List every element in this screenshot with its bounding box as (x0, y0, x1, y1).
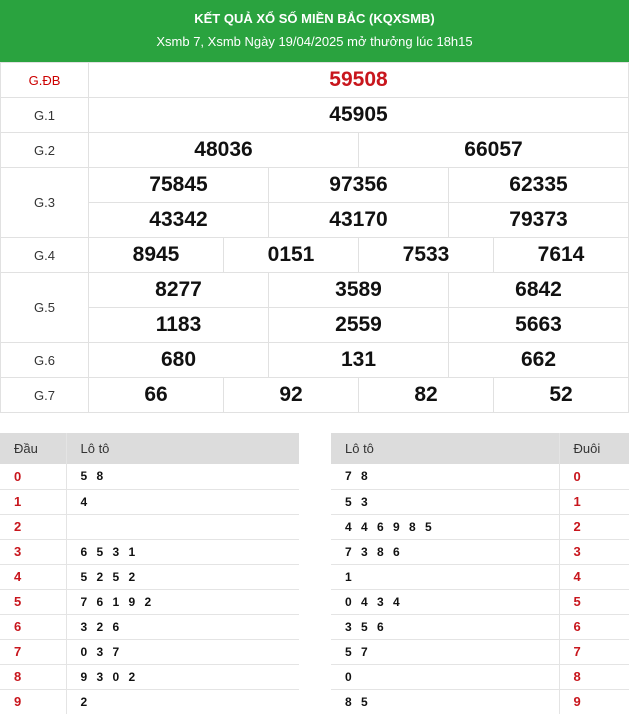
table-row (331, 689, 629, 714)
prize-label: G.4 (1, 238, 89, 273)
tail-digit: 0 (559, 464, 629, 489)
tail-digit: 3 (559, 539, 629, 564)
loto-digits (66, 514, 299, 539)
tail-digit: 6 (559, 614, 629, 639)
head-digit: 5 (0, 589, 66, 614)
draw-date-subtitle: Xsmb 7, Xsmb Ngày 19/04/2025 mở thưởng lúc 18h15 (156, 34, 473, 49)
prize-number: 43342 (89, 203, 269, 238)
table-row (331, 564, 629, 589)
duoi-loto-table (331, 433, 629, 714)
column-header-loto: Lô tô (331, 433, 559, 464)
page-title: KẾT QUẢ XỔ SỐ MIỀN BẮC (KQXSMB) (194, 11, 435, 26)
prize-number: 662 (449, 343, 629, 378)
prize-number: 6842 (449, 273, 629, 308)
table-header-row (331, 433, 629, 464)
loto-digits: 0 4 3 4 (331, 589, 559, 614)
prize-row-g5 (1, 308, 629, 343)
prize-row-g3 (1, 168, 629, 203)
prize-number: 82 (359, 378, 494, 413)
tail-digit: 8 (559, 664, 629, 689)
table-header-row (0, 433, 299, 464)
table-row (0, 539, 299, 564)
table-row (331, 539, 629, 564)
loto-digits: 9 3 0 2 (66, 664, 299, 689)
prize-number: 1183 (89, 308, 269, 343)
tail-digit: 4 (559, 564, 629, 589)
results-header (0, 0, 629, 62)
prize-number: 0151 (224, 238, 359, 273)
head-digit: 6 (0, 614, 66, 639)
loto-digits: 3 5 6 (331, 614, 559, 639)
tail-digit: 5 (559, 589, 629, 614)
loto-digits: 2 (66, 689, 299, 714)
prize-label: G.2 (1, 133, 89, 168)
prize-number: 97356 (269, 168, 449, 203)
loto-digits: 3 2 6 (66, 614, 299, 639)
loto-digits: 7 3 8 6 (331, 539, 559, 564)
table-row (0, 464, 299, 489)
prize-row-g5 (1, 273, 629, 308)
table-row (0, 589, 299, 614)
loto-digits: 0 (331, 664, 559, 689)
prize-number: 2559 (269, 308, 449, 343)
prize-number: 79373 (449, 203, 629, 238)
table-row (0, 689, 299, 714)
loto-digits: 5 2 5 2 (66, 564, 299, 589)
table-row (331, 614, 629, 639)
loto-digits: 6 5 3 1 (66, 539, 299, 564)
prize-number: 45905 (89, 98, 629, 133)
table-row (0, 514, 299, 539)
loto-digits: 7 6 1 9 2 (66, 589, 299, 614)
prize-row-g3 (1, 203, 629, 238)
dau-loto-table (0, 433, 299, 714)
prize-number: 8277 (89, 273, 269, 308)
head-digit: 7 (0, 639, 66, 664)
column-header-dau: Đầu (0, 433, 66, 464)
prize-number: 62335 (449, 168, 629, 203)
loto-digits: 5 3 (331, 489, 559, 514)
prize-label: G.3 (1, 168, 89, 238)
prize-number: 8945 (89, 238, 224, 273)
prize-number: 7533 (359, 238, 494, 273)
tail-digit: 9 (559, 689, 629, 714)
table-row (331, 514, 629, 539)
head-digit: 2 (0, 514, 66, 539)
prize-number: 66 (89, 378, 224, 413)
column-header-loto: Lô tô (66, 433, 299, 464)
table-row (331, 464, 629, 489)
prize-number: 43170 (269, 203, 449, 238)
prize-label: G.ĐB (1, 63, 89, 98)
prize-number-special: 59508 (89, 63, 629, 98)
table-row (0, 639, 299, 664)
prize-number: 680 (89, 343, 269, 378)
prize-row-g2 (1, 133, 629, 168)
table-row (331, 489, 629, 514)
loto-digits: 8 5 (331, 689, 559, 714)
table-row (0, 489, 299, 514)
table-row (0, 564, 299, 589)
loto-digits: 1 (331, 564, 559, 589)
head-digit: 0 (0, 464, 66, 489)
prize-row-db (1, 63, 629, 98)
prize-number: 92 (224, 378, 359, 413)
prize-number: 131 (269, 343, 449, 378)
prize-number: 5663 (449, 308, 629, 343)
prize-label: G.6 (1, 343, 89, 378)
loto-digits: 5 8 (66, 464, 299, 489)
table-row (0, 664, 299, 689)
prize-number: 75845 (89, 168, 269, 203)
head-digit: 8 (0, 664, 66, 689)
prize-label: G.1 (1, 98, 89, 133)
prize-number: 66057 (359, 133, 629, 168)
prize-row-g6 (1, 343, 629, 378)
table-row (331, 664, 629, 689)
tail-digit: 2 (559, 514, 629, 539)
prize-number: 48036 (89, 133, 359, 168)
head-digit: 4 (0, 564, 66, 589)
loto-digits: 4 4 6 9 8 5 (331, 514, 559, 539)
loto-digits: 4 (66, 489, 299, 514)
tail-digit: 7 (559, 639, 629, 664)
table-row (331, 639, 629, 664)
prize-label: G.5 (1, 273, 89, 343)
prize-number: 52 (494, 378, 629, 413)
prize-number: 3589 (269, 273, 449, 308)
loto-digits: 0 3 7 (66, 639, 299, 664)
column-header-duoi: Đuôi (559, 433, 629, 464)
head-digit: 1 (0, 489, 66, 514)
prize-row-g1 (1, 98, 629, 133)
prize-number: 7614 (494, 238, 629, 273)
head-digit: 3 (0, 539, 66, 564)
loto-digits: 7 8 (331, 464, 559, 489)
prize-row-g7 (1, 378, 629, 413)
head-digit: 9 (0, 689, 66, 714)
table-row (331, 589, 629, 614)
tail-digit: 1 (559, 489, 629, 514)
prize-label: G.7 (1, 378, 89, 413)
prize-results-table (0, 62, 629, 413)
prize-row-g4 (1, 238, 629, 273)
loto-digits: 5 7 (331, 639, 559, 664)
table-row (0, 614, 299, 639)
